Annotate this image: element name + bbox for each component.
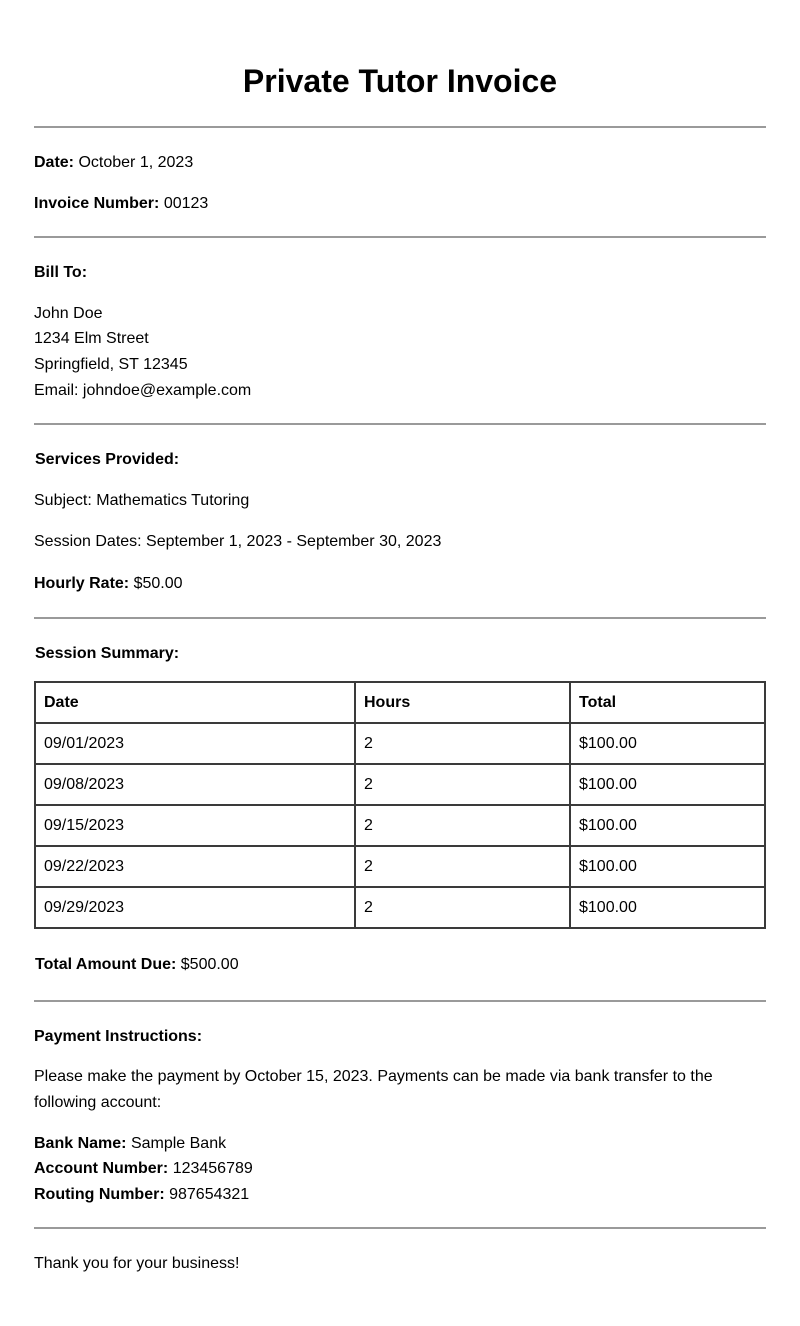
column-header-hours: Hours [355,682,570,723]
column-header-date: Date [35,682,355,723]
cell-date: 09/22/2023 [35,846,355,887]
service-dates: Session Dates: September 1, 2023 - September 30, 2023 [34,533,442,551]
cell-total: $100.00 [570,805,765,846]
cell-hours: 2 [355,887,570,928]
account-number [34,1156,766,1182]
customer-email: Email: johndoe@example.com [34,381,252,399]
hourly-rate-label: Hourly Rate: [34,574,130,592]
account-number-label: Account Number: [34,1160,169,1178]
cell-date: 09/08/2023 [35,764,355,805]
cell-date: 09/29/2023 [35,887,355,928]
total-amount-due [34,952,766,978]
cell-hours: 2 [355,764,570,805]
cell-hours: 2 [355,723,570,764]
divider [34,423,766,425]
customer-city: Springfield, ST 12345 [34,355,188,373]
customer-name: John Doe [34,304,103,322]
total-due-value: $500.00 [180,956,239,974]
session-summary-heading: Session Summary: [35,644,180,662]
cell-total: $100.00 [570,846,765,887]
total-due-label: Total Amount Due: [35,956,177,974]
page-title: Private Tutor Invoice [242,63,558,99]
divider [34,1000,766,1002]
bill-to-address [34,301,766,403]
hourly-rate-value: $50.00 [133,574,183,592]
date-value: October 1, 2023 [78,154,194,171]
cell-date: 09/15/2023 [35,805,355,846]
divider [34,126,766,128]
account-number-value: 123456789 [172,1160,253,1178]
table-row [35,764,765,805]
cell-total: $100.00 [570,764,765,805]
bank-name [34,1131,766,1157]
date-label: Date: [34,154,75,171]
routing-number-label: Routing Number: [34,1185,165,1203]
bank-name-value: Sample Bank [130,1134,227,1152]
divider [34,1227,766,1229]
divider [34,236,766,238]
table-row [35,805,765,846]
closing-message: Thank you for your business! [34,1255,240,1273]
invoice-number [34,191,766,217]
invoice-page [34,0,766,1277]
service-subject: Subject: Mathematics Tutoring [34,491,250,509]
bill-to-heading: Bill To: [34,264,88,282]
invoice-number-value: 00123 [163,194,209,212]
cell-hours: 2 [355,805,570,846]
invoice-date [34,150,766,176]
services-heading: Services Provided: [35,451,180,469]
cell-hours: 2 [355,846,570,887]
hourly-rate [34,571,766,597]
cell-total: $100.00 [570,887,765,928]
payment-heading: Payment Instructions: [34,1027,203,1045]
invoice-number-label: Invoice Number: [34,194,160,212]
session-table [34,681,766,929]
divider [34,617,766,619]
column-header-total: Total [570,682,765,723]
cell-total: $100.00 [570,723,765,764]
payment-text: Please make the payment by October 15, 2023. Payments can be made via bank transfer to the following account: [34,1068,713,1111]
bank-name-label: Bank Name: [34,1134,127,1152]
table-row [35,846,765,887]
bank-details [34,1131,766,1208]
routing-number [34,1182,766,1208]
table-row [35,723,765,764]
cell-date: 09/01/2023 [35,723,355,764]
customer-street: 1234 Elm Street [34,330,149,348]
routing-number-value: 987654321 [169,1185,250,1203]
table-row [35,887,765,928]
table-header-row [35,682,765,723]
